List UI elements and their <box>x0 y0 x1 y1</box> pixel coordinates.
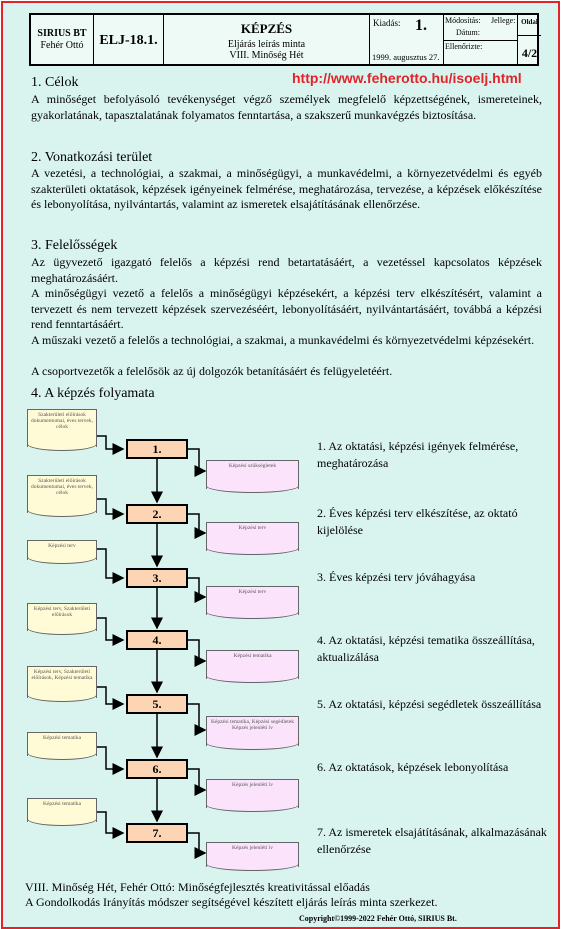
copyright: Copyright©1999-2022 Fehér Ottó, SIRIUS Bt. <box>299 914 457 923</box>
section-heading-responsibilities: 3. Felelősségek <box>31 238 118 253</box>
section-heading-process: 4. A képzés folyamata <box>31 386 155 401</box>
step-description-2: 2. Éves képzési terv elkészítése, az oktató kijelölése <box>317 506 518 537</box>
checked-by-label: Ellenőrizte: <box>445 42 483 51</box>
modification-label: Módosítás: <box>445 16 481 25</box>
kind-label: Jellege: <box>491 16 516 25</box>
input-document-4: Képzési terv, Szakterületi előírások <box>27 603 97 631</box>
document-event: VIII. Minőség Hét <box>229 50 304 61</box>
source-link[interactable]: http://www.feherotto.hu/isoelj.html <box>292 70 522 86</box>
author-name: Fehér Ottó <box>40 40 84 51</box>
issue-label: Kiadás: <box>373 18 401 28</box>
input-document-1: Szakterületi előírások dokumentumai, éves tervek, célok <box>27 409 97 447</box>
input-document-2: Szakterületi előírások dokumentumai, éves tervek, célok <box>27 475 97 513</box>
output-document-4: Képzési tematika <box>206 650 299 679</box>
process-step-5: 5. <box>126 694 188 714</box>
step-description-3: 3. Éves képzési terv jóváhagyása <box>317 570 476 584</box>
responsibility-ceo: Az ügyvezető igazgató felelős a képzési rend betartatásáért, a vezetéssel kapcsolatos képzések meghatározásáért. <box>31 255 542 285</box>
document-code: ELJ-18.1. <box>99 33 158 48</box>
output-document-5: Képzési tematika, Képzési segédletek Képzés jelenléti ív <box>206 716 299 746</box>
page-frame <box>1 1 560 929</box>
output-document-7: Képzés jelenléti ív <box>206 842 299 867</box>
output-document-3: Képzési terv <box>206 586 299 615</box>
process-step-2: 2. <box>126 504 188 524</box>
document-subtitle: Eljárás leírás minta <box>227 39 306 50</box>
datum-label: Dátum: <box>456 28 480 37</box>
process-step-1: 1. <box>126 439 188 459</box>
section-text-scope: A vezetési, a technológiai, a szakmai, a minőségügyi, a munkavédelmi, a környezetvédelmi és egyéb szakterületi oktatások, képzések igényeinek felmérése, meghatározása, tervezése, a képzések előkészítése és lebonyolítása, nyilvántartás, valamint az ismeretek elsajátításának ellenőrzése. <box>31 166 542 212</box>
step-description-7: 7. Az ismeretek elsajátításának, alkalmazásának ellenőrzése <box>317 825 547 856</box>
section-text-goals: A minőséget befolyásoló tevékenységet végző személyek megfelelő képzettségének, ismereteinek, gyakorlatának, tapasztalatának folyamatos fenntartása, a szakszerű munkavégzés biztosítása. <box>31 92 542 122</box>
process-step-3: 3. <box>126 568 188 588</box>
input-document-7: Képzési tematika <box>27 798 97 822</box>
responsibility-technical-manager: A műszaki vezető a felelős a technológiai, a szakmai, a munkavédelmi és környezetvédelmi képzésekért. <box>31 333 535 347</box>
step-description-4: 4. Az oktatási, képzési tematika összeállítása, aktualizálása <box>317 633 535 664</box>
step-description-1: 1. Az oktatási, képzési igények felmérése, meghatározása <box>317 439 519 470</box>
section-heading-goals: 1. Célok <box>31 75 79 90</box>
issue-value: 1. <box>415 17 427 34</box>
output-document-6: Képzés jelenléti ív <box>206 779 299 808</box>
process-step-6: 6. <box>126 759 188 779</box>
input-document-5: Képzési terv, Szakterületi előírások, Képzési tematika <box>27 666 97 698</box>
page-label: Oldal <box>521 18 538 26</box>
issue-date: 1999. augusztus 27. <box>372 52 440 62</box>
input-document-6: Képzési tematika <box>27 732 97 756</box>
input-document-3: Képzési terv <box>27 540 97 560</box>
company-name: SIRIUS BT <box>37 28 87 39</box>
responsibility-quality-manager: A minőségügyi vezető a felelős a minőségügyi képzésekért, a képzési terv elkészítésért, valamint a tervezett és nem tervezett képzések szervezéséért, lebonyolításáért, nyilvántartásáért, továbbá a képzési rend fenntartásáért. <box>31 286 542 332</box>
responsibility-group-leaders: A csoportvezetők a felelősök az új dolgozók betanításáért és felügyeletéért. <box>31 364 393 378</box>
process-step-7: 7. <box>126 823 188 843</box>
output-document-1: Képzési szükségletek <box>206 460 299 489</box>
document-title: KÉPZÉS <box>240 21 293 36</box>
section-heading-scope: 2. Vonatkozási terület <box>31 150 153 165</box>
output-document-2: Képzési terv <box>206 522 299 551</box>
process-step-4: 4. <box>126 630 188 650</box>
step-description-5: 5. Az oktatási, képzési segédletek összeállítása <box>317 697 542 711</box>
footer-line-1: VIII. Minőség Hét, Fehér Ottó: Minőségfejlesztés kreativitással előadás <box>25 880 370 894</box>
page-number: 4/2 <box>521 46 538 60</box>
footer-line-2: A Gondolkodás Irányítás módszer segítségével készített eljárás leírás minta szerkezet. <box>25 895 438 909</box>
step-description-6: 6. Az oktatások, képzések lebonyolítása <box>317 760 509 774</box>
